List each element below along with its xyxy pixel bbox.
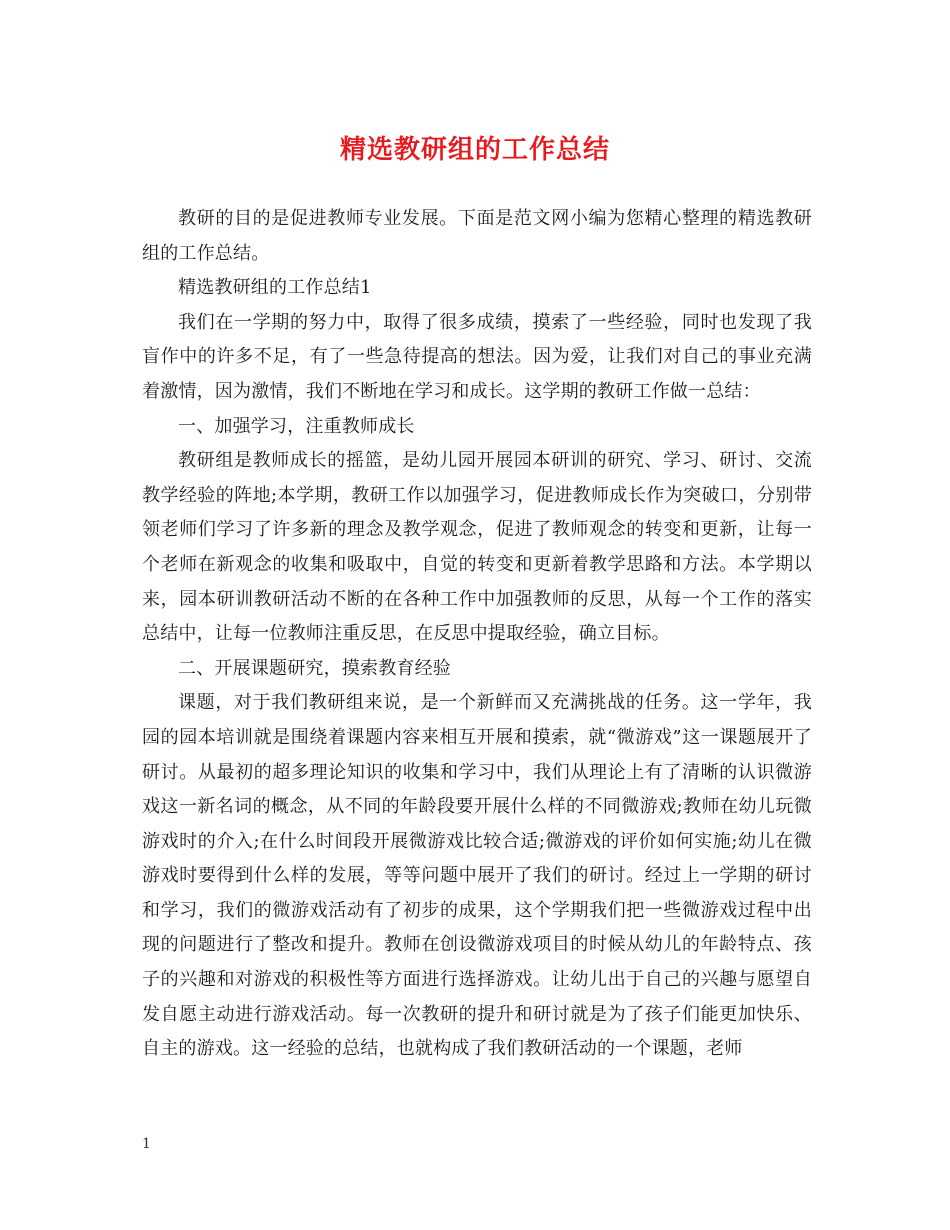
document-title: 精选教研组的工作总结 [339, 135, 610, 165]
intro-paragraph: 教研的目的是促进教师专业发展。下面是范文网小编为您精心整理的精选教研组的工作总结。 [142, 208, 812, 264]
section-1-paragraph: 教研组是教师成长的摇篮，是幼儿园开展园本研训的研究、学习、研讨、交流教学经验的阵地;本学期，教研工作以加强学习，促进教师成长作为突破口，分别带领老师们学习了许多新的理念及教学观念，促进了教师观念的转变和更新，让每一个老师在新观念的收集和吸取中，自觉的转变和更新着教学思路和方法。本学期以来，园本研训教研活动不断的在各种工作中加强教师的反思，从每一个工作的落实总结中，让每一位教师注重反思，在反思中提取经验，确立目标。 [142, 450, 812, 645]
section-2-paragraph: 课题，对于我们教研组来说，是一个新鲜而又充满挑战的任务。这一学年，我园的园本培训就是围绕着课题内容来相互开展和摸索，就“微游戏”这一课题展开了研讨。从最初的超多理论知识的收集和学习中，我们从理论上有了清晰的认识微游戏这一新名词的概念，从不同的年龄段要开展什么样的不同微游戏;教师在幼儿玩微游戏时的介入;在什么时间段开展微游戏比较合适;微游戏的评价如何实施;幼儿在微游戏时要得到什么样的发展，等等问题中展开了我们的研讨。经过上一学期的研讨和学习，我们的微游戏活动有了初步的成果，这个学期我们把一些微游戏过程中出现的问题进行了整改和提升。教师在创设微游戏项目的时候从幼儿的年龄特点、孩子的兴趣和对游戏的积极性等方面进行选择游戏。让幼儿出于自己的兴趣与愿望自发自愿主动进行游戏活动。每一次教研的提升和研讨就是为了孩子们能更加快乐、自主的游戏。这一经验的总结，也就构成了我们教研活动的一个课题，老师 [142, 692, 812, 1060]
document-body [142, 202, 812, 1067]
section-heading-summary-1: 精选教研组的工作总结1 [178, 277, 372, 299]
section-heading-1: 一、加强学习，注重教师成长 [178, 415, 415, 437]
page-number: 1 [142, 1136, 151, 1152]
section-heading-2: 二、开展课题研究，摸索教育经验 [178, 657, 451, 679]
summary-paragraph: 我们在一学期的努力中，取得了很多成绩，摸索了一些经验，同时也发现了我盲作中的许多不足，有了一些急待提高的想法。因为爱，让我们对自己的事业充满着激情，因为激情，我们不断地在学习和成长。这学期的教研工作做一总结： [142, 311, 812, 402]
